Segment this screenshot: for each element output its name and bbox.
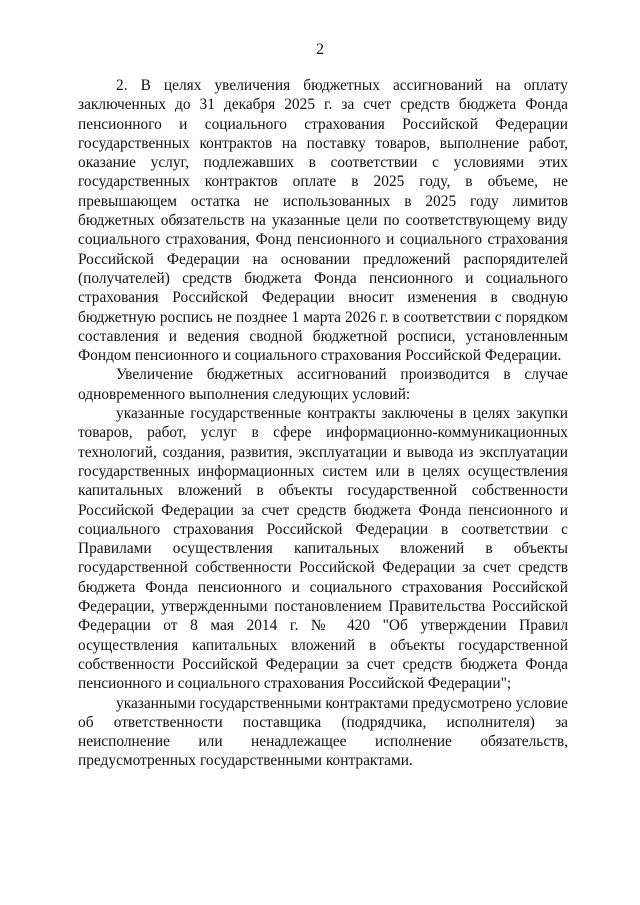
paragraph-budget-increase: 2. В целях увеличения бюджетных ассигнований на оплату заключенных до 31 декабря 2025 г. за счет средств бюджета Фонда пенсионного и социального страхования Российской Федерации государственных контрактов на поставку товаров, выполнение работ, оказание услуг, подлежавших в соответствии с условиями этих государственных контрактов оплате в 2025 году, в объеме, не превышающем остатка не использованных в 2025 году лимитов бюджетных обязательств на указанные цели по соответствующему виду социального страхования, Фонд пенсионного и социального страхования Российской Федерации на основании предложений распорядителей (получателей) средств бюджета Фонда пенсионного и социального страхования Российской Федерации вносит изменения в сводную бюджетную роспись не позднее 1 марта 2026 г. в соответствии с порядком составления и ведения сводной бюджетной росписи, установленным Фондом пенсионного и социального страхования Российской Федерации. — [78, 77, 568, 365]
paragraph-conditions-intro: Увеличение бюджетных ассигнований производится в случае одновременного выполнения следующих условий: — [78, 366, 568, 403]
page-number: 2 — [316, 41, 324, 58]
document-body — [78, 76, 568, 771]
paragraph-condition-liability: указанными государственными контрактами предусмотрено условие об ответственности поставщика (подрядчика, исполнителя) за неисполнение или ненадлежащее исполнение обязательств, предусмотренных государственными контрактами. — [78, 694, 568, 770]
paragraph-condition-contracts: указанные государственные контракты заключены в целях закупки товаров, работ, услуг в сфере информационно-коммуникационных технологий, создания, развития, эксплуатации и вывода из эксплуатации государственных информационных систем или в целях осуществления капитальных вложений в объекты государственной собственности Российской Федерации за счет средств бюджета Фонда пенсионного и социального страхования Российской Федерации в соответствии с Правилами осуществления капитальных вложений в объекты государственной собственности Российской Федерации за счет средств бюджета Фонда пенсионного и социального страхования Российской Федерации, утвержденными постановлением Правительства Российской Федерации от 8 мая 2014 г. № 420 "Об утверждении Правил осуществления капитальных вложений в объекты государственной собственности Российской Федерации за счет средств бюджета Фонда пенсионного и социального страхования Российской Федерации"; — [78, 405, 568, 693]
